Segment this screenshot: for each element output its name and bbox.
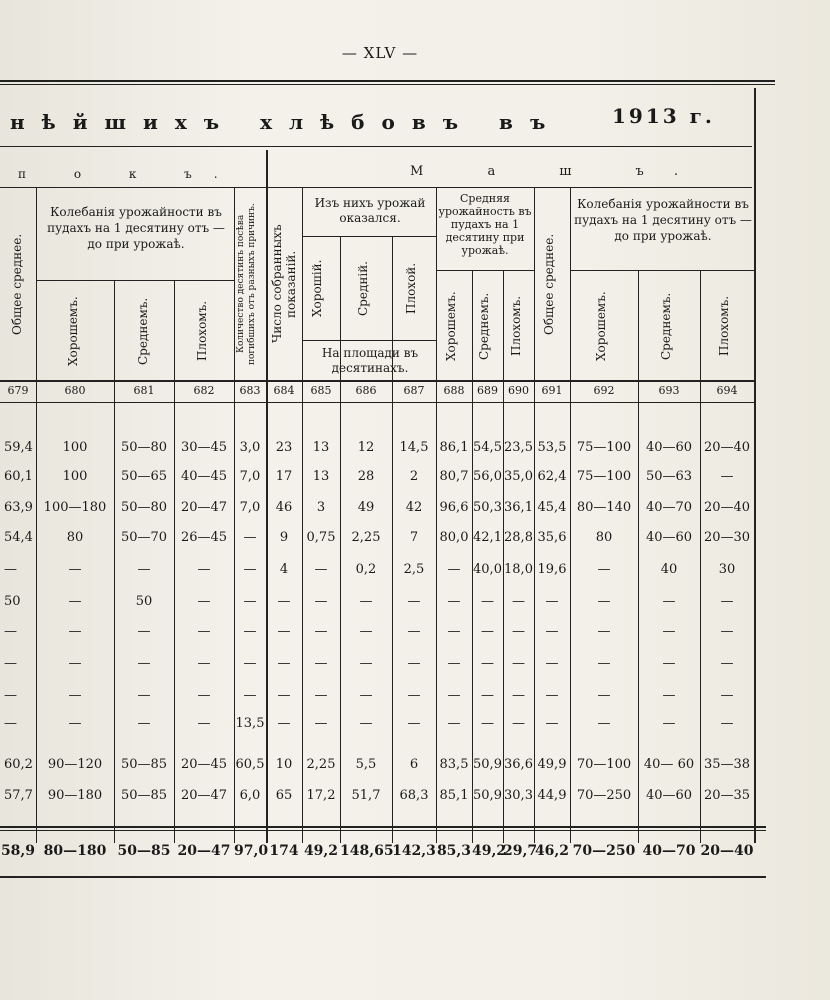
top-rule: [0, 80, 775, 82]
totals-cell: 142,3: [392, 843, 436, 859]
column-number: 679: [7, 384, 29, 397]
col-kolebaniya-left: Колебанія урожайности въ пудахъ на 1 десятину отъ — до при урожаѣ.: [47, 205, 225, 251]
column-number: 689: [477, 384, 498, 397]
table-cell: 86,1: [439, 440, 469, 455]
table-cell: —: [314, 716, 328, 731]
table-cell: —: [197, 594, 211, 609]
table-cell: —: [277, 624, 291, 639]
table-cell: 80,0: [439, 530, 469, 545]
vline: [266, 150, 268, 843]
col-horoshiy: Хорошій.: [310, 259, 324, 317]
subhdr-rule: [302, 236, 436, 237]
col-srednem-rr: Среднемъ.: [659, 292, 673, 360]
table-cell: —: [512, 594, 525, 609]
totals-cell: 58,9: [0, 843, 36, 859]
col-plohom-r: Плохомъ.: [509, 295, 523, 357]
table-cell: —: [545, 624, 559, 639]
table-cell: —: [314, 594, 328, 609]
totals-rule-top: [0, 826, 766, 828]
table-cell: 6: [409, 757, 419, 772]
col-kolichestvo: Количество десятинъ посѣва погибшихъ отъ разныхъ причинъ.: [236, 203, 257, 365]
totals-cell: 29,7: [503, 843, 538, 859]
table-cell: 7,0: [239, 500, 261, 515]
table-cell: 96,6: [439, 500, 469, 515]
table-cell: 23,5: [504, 440, 533, 455]
table-cell: 30,3: [504, 788, 533, 803]
col-plohom-left: Плохомъ.: [195, 300, 209, 362]
totals-cell: 174: [269, 843, 299, 859]
table-cell: —: [277, 716, 291, 731]
table-cell: 50: [135, 594, 153, 609]
table-cell: 50,9: [473, 757, 502, 772]
table-cell: 50—65: [120, 469, 168, 484]
table-cell: —: [68, 688, 82, 703]
top-rule-thin: [0, 84, 775, 85]
table-cell: 6,0: [239, 788, 261, 803]
column-number: 686: [355, 384, 377, 397]
table-cell: 50,9: [473, 788, 502, 803]
table-cell: 23: [275, 440, 293, 455]
table-cell: 90—180: [47, 788, 103, 803]
table-cell: 20—47: [180, 788, 228, 803]
col-plohom-rr: Плохомъ.: [717, 295, 731, 357]
title-rule: [0, 146, 752, 147]
table-cell: 2,5: [403, 562, 425, 577]
table-cell: —: [197, 656, 211, 671]
header-bottom-rule: [0, 380, 754, 382]
table-cell: 40—70: [645, 500, 693, 515]
table-cell: —: [359, 688, 373, 703]
table-cell: —: [359, 624, 373, 639]
table-cell: —: [314, 656, 328, 671]
table-cell: 5,5: [355, 757, 377, 772]
table-cell: 54,4: [4, 530, 33, 545]
table-cell: —: [243, 530, 257, 545]
table-cell: 7: [409, 530, 419, 545]
table-cell: 44,9: [537, 788, 567, 803]
table-cell: —: [4, 624, 17, 639]
table-cell: 2,25: [351, 530, 381, 545]
table-cell: —: [447, 656, 461, 671]
column-number: 691: [541, 384, 563, 397]
table-cell: 10: [275, 757, 293, 772]
table-cell: 80—140: [576, 500, 632, 515]
table-cell: —: [720, 688, 734, 703]
table-cell: —: [662, 594, 676, 609]
table-cell: 13,5: [235, 716, 265, 731]
table-cell: 60,2: [4, 757, 33, 772]
table-cell: —: [512, 716, 525, 731]
table-cell: 17: [275, 469, 293, 484]
table-cell: —: [512, 624, 525, 639]
table-cell: 50—80: [120, 440, 168, 455]
column-number: 688: [443, 384, 465, 397]
table-cell: 20—45: [180, 757, 228, 772]
table-cell: —: [720, 624, 734, 639]
table-cell: 49: [357, 500, 375, 515]
totals-cell: 49,2: [303, 843, 339, 859]
table-cell: 60,1: [4, 469, 33, 484]
table-cell: 50—85: [120, 788, 168, 803]
table-cell: 42: [405, 500, 423, 515]
table-cell: 40: [660, 562, 678, 577]
totals-cell: 20—40: [700, 843, 754, 859]
vline: [436, 187, 437, 843]
table-cell: —: [277, 656, 291, 671]
table-cell: 13: [312, 469, 330, 484]
vline: [36, 187, 37, 843]
vline: [234, 187, 235, 843]
table-cell: —: [720, 469, 734, 484]
table-cell: 40— 60: [643, 757, 695, 772]
table-cell: —: [662, 624, 676, 639]
table-cell: 40—60: [645, 440, 693, 455]
table-cell: 19,6: [537, 562, 567, 577]
colnum-rule: [0, 402, 754, 403]
group-right-label: М а ш ъ.: [410, 164, 708, 179]
table-cell: 9: [279, 530, 289, 545]
table-cell: —: [243, 656, 257, 671]
col-chislo: Число собранныхъ показаній.: [270, 224, 298, 344]
table-cell: 20—47: [180, 500, 228, 515]
table-cell: 85,1: [439, 788, 469, 803]
table-cell: —: [359, 594, 373, 609]
table-cell: —: [137, 656, 151, 671]
table-cell: —: [720, 594, 734, 609]
table-cell: —: [68, 656, 82, 671]
table-year: 1913 г.: [612, 104, 715, 128]
table-cell: 100: [62, 440, 88, 455]
col-srednem-left: Среднемъ.: [136, 297, 150, 365]
table-cell: —: [481, 656, 494, 671]
table-cell: 35,6: [537, 530, 567, 545]
column-number: 685: [310, 384, 332, 397]
table-cell: 13: [312, 440, 330, 455]
table-cell: 75—100: [576, 469, 632, 484]
table-cell: —: [137, 688, 151, 703]
vline: [302, 187, 303, 843]
table-cell: —: [662, 688, 676, 703]
table-cell: —: [197, 716, 211, 731]
table-cell: 100—180: [43, 500, 107, 515]
totals-cell: 40—70: [642, 843, 696, 859]
table-cell: 2,25: [306, 757, 336, 772]
vline: [754, 88, 756, 843]
totals-cell: 46,2: [534, 843, 570, 859]
table-cell: 20—35: [703, 788, 751, 803]
table-cell: 68,3: [399, 788, 429, 803]
table-cell: —: [481, 688, 494, 703]
table-cell: 49,9: [537, 757, 567, 772]
table-cell: 40,0: [473, 562, 502, 577]
table-cell: 3: [316, 500, 326, 515]
table-cell: 57,7: [4, 788, 33, 803]
table-cell: 63,9: [4, 500, 33, 515]
totals-cell: 97,0: [234, 843, 269, 859]
table-cell: —: [359, 656, 373, 671]
table-cell: 42,1: [473, 530, 502, 545]
totals-rule-bottom: [0, 876, 766, 878]
subhdr-rule: [36, 280, 234, 281]
table-cell: —: [407, 688, 421, 703]
table-cell: 40—45: [180, 469, 228, 484]
group-right-rule: [266, 187, 752, 188]
table-cell: —: [4, 716, 17, 731]
table-cell: 80: [66, 530, 84, 545]
table-cell: 7,0: [239, 469, 261, 484]
table-cell: —: [197, 624, 211, 639]
table-cell: 100: [62, 469, 88, 484]
table-cell: 50—63: [645, 469, 693, 484]
table-cell: —: [243, 594, 257, 609]
table-cell: —: [68, 594, 82, 609]
table-cell: 56,0: [473, 469, 502, 484]
table-cell: —: [447, 562, 461, 577]
table-cell: —: [277, 594, 291, 609]
totals-cell: 20—47: [177, 843, 231, 859]
table-cell: —: [68, 624, 82, 639]
table-cell: —: [512, 688, 525, 703]
table-cell: —: [137, 562, 151, 577]
table-cell: —: [243, 562, 257, 577]
table-cell: —: [447, 688, 461, 703]
table-cell: —: [447, 716, 461, 731]
table-cell: 36,6: [504, 757, 533, 772]
column-number: 680: [64, 384, 86, 397]
table-cell: 3,0: [239, 440, 261, 455]
totals-cell: 49,2: [472, 843, 507, 859]
table-cell: —: [407, 624, 421, 639]
table-cell: —: [197, 688, 211, 703]
table-cell: 20—40: [703, 500, 751, 515]
vline: [534, 187, 535, 843]
table-cell: 26—45: [180, 530, 228, 545]
table-cell: —: [407, 594, 421, 609]
table-cell: 51,7: [351, 788, 381, 803]
table-cell: 50: [4, 594, 21, 609]
table-cell: —: [720, 656, 734, 671]
table-cell: 54,5: [473, 440, 502, 455]
table-cell: —: [662, 656, 676, 671]
col-horoshem-r: Хорошемъ.: [444, 291, 458, 361]
column-number: 687: [403, 384, 425, 397]
table-cell: —: [662, 716, 676, 731]
table-cell: 40—60: [645, 530, 693, 545]
vline: [570, 187, 571, 843]
col-sredniy: Средній.: [356, 260, 370, 316]
table-cell: —: [597, 594, 611, 609]
table-cell: 75—100: [576, 440, 632, 455]
col-srednem-r: Среднемъ.: [477, 292, 491, 360]
table-cell: —: [277, 688, 291, 703]
table-cell: —: [597, 656, 611, 671]
table-cell: 0,2: [355, 562, 377, 577]
table-cell: 90—120: [47, 757, 103, 772]
column-number: 693: [658, 384, 680, 397]
col-kolebaniya-right: Колебанія урожайности въ пудахъ на 1 десятину отъ — до при урожаѣ.: [574, 197, 752, 243]
table-cell: 20—40: [703, 440, 751, 455]
page-number: — XLV —: [341, 44, 419, 62]
table-cell: 4: [279, 562, 289, 577]
column-number: 681: [133, 384, 155, 397]
table-cell: —: [407, 716, 421, 731]
column-number: 692: [593, 384, 615, 397]
table-cell: —: [68, 716, 82, 731]
table-cell: —: [597, 688, 611, 703]
table-cell: 60,5: [235, 757, 265, 772]
col-srednyaya-urozh: Средняя урожайность въ пудахъ на 1 десятину при урожаѣ.: [438, 192, 532, 257]
col-obshchee-left: Общее среднее.: [10, 233, 24, 335]
table-cell: —: [545, 594, 559, 609]
totals-cell: 70—250: [572, 843, 636, 859]
table-cell: —: [4, 656, 17, 671]
table-cell: —: [481, 594, 494, 609]
col-obshchee-right: Общее среднее.: [542, 233, 556, 335]
table-cell: 46: [275, 500, 293, 515]
table-cell: 36,1: [504, 500, 533, 515]
table-cell: —: [243, 688, 257, 703]
column-number: 694: [716, 384, 738, 397]
group-left-label: п о к ъ.: [18, 167, 240, 181]
table-cell: —: [68, 562, 82, 577]
table-title: нѣйшихъ хлѣбовъ въ: [10, 110, 563, 134]
table-cell: 30: [718, 562, 736, 577]
table-cell: —: [512, 656, 525, 671]
table-cell: 40—60: [645, 788, 693, 803]
table-cell: 17,2: [306, 788, 336, 803]
totals-rule-top-thin: [0, 830, 766, 831]
table-cell: —: [597, 562, 611, 577]
table-cell: 45,4: [537, 500, 567, 515]
table-cell: —: [4, 688, 17, 703]
column-number: 683: [239, 384, 261, 397]
table-cell: —: [407, 656, 421, 671]
table-cell: 18,0: [504, 562, 533, 577]
table-cell: —: [197, 562, 211, 577]
table-cell: 28,8: [504, 530, 533, 545]
table-cell: 62,4: [537, 469, 567, 484]
table-cell: —: [447, 624, 461, 639]
table-cell: 14,5: [399, 440, 429, 455]
totals-cell: 148,65: [340, 843, 394, 859]
table-cell: —: [314, 624, 328, 639]
table-cell: 50,3: [473, 500, 502, 515]
table-cell: 70—100: [576, 757, 632, 772]
table-cell: —: [481, 716, 494, 731]
totals-cell: 85,3: [436, 843, 472, 859]
col-horoshem-left: Хорошемъ.: [66, 296, 80, 366]
table-cell: 28: [357, 469, 375, 484]
totals-cell: 50—85: [117, 843, 171, 859]
table-cell: 50—85: [120, 757, 168, 772]
table-cell: 50—80: [120, 500, 168, 515]
table-cell: —: [314, 562, 328, 577]
table-cell: —: [545, 656, 559, 671]
col-horoshem-rr: Хорошемъ.: [594, 291, 608, 361]
table-cell: 50—70: [120, 530, 168, 545]
table-cell: 12: [357, 440, 375, 455]
col-iz-nih: Изъ нихъ урожай оказался.: [314, 196, 426, 225]
subhdr-rule: [570, 270, 754, 271]
table-cell: 70—250: [576, 788, 632, 803]
table-cell: 83,5: [439, 757, 469, 772]
table-cell: 35—38: [703, 757, 751, 772]
table-cell: —: [720, 716, 734, 731]
table-cell: 53,5: [537, 440, 567, 455]
table-cell: —: [314, 688, 328, 703]
table-cell: —: [359, 716, 373, 731]
table-cell: —: [243, 624, 257, 639]
table-cell: —: [481, 624, 494, 639]
table-cell: —: [597, 716, 611, 731]
table-cell: —: [597, 624, 611, 639]
subhdr-rule: [302, 340, 436, 341]
column-number: 690: [508, 384, 529, 397]
col-na-ploshchadi: На площади въ десятинахъ.: [321, 346, 419, 375]
table-cell: 65: [275, 788, 293, 803]
table-cell: —: [4, 562, 17, 577]
table-cell: 35,0: [504, 469, 533, 484]
table-cell: —: [545, 716, 559, 731]
table-cell: 0,75: [306, 530, 336, 545]
table-cell: 80,7: [439, 469, 469, 484]
table-cell: 2: [409, 469, 419, 484]
table-cell: 20—30: [703, 530, 751, 545]
table-cell: 59,4: [4, 440, 33, 455]
table-cell: 30—45: [180, 440, 228, 455]
table-cell: 80: [595, 530, 613, 545]
group-left-rule: [0, 187, 266, 188]
totals-cell: 80—180: [43, 843, 107, 859]
column-number: 684: [273, 384, 295, 397]
col-plohoy: Плохой.: [404, 262, 418, 314]
table-cell: —: [447, 594, 461, 609]
subhdr-rule: [436, 270, 534, 271]
column-number: 682: [193, 384, 215, 397]
table-cell: —: [137, 716, 151, 731]
table-cell: —: [137, 624, 151, 639]
table-cell: —: [545, 688, 559, 703]
